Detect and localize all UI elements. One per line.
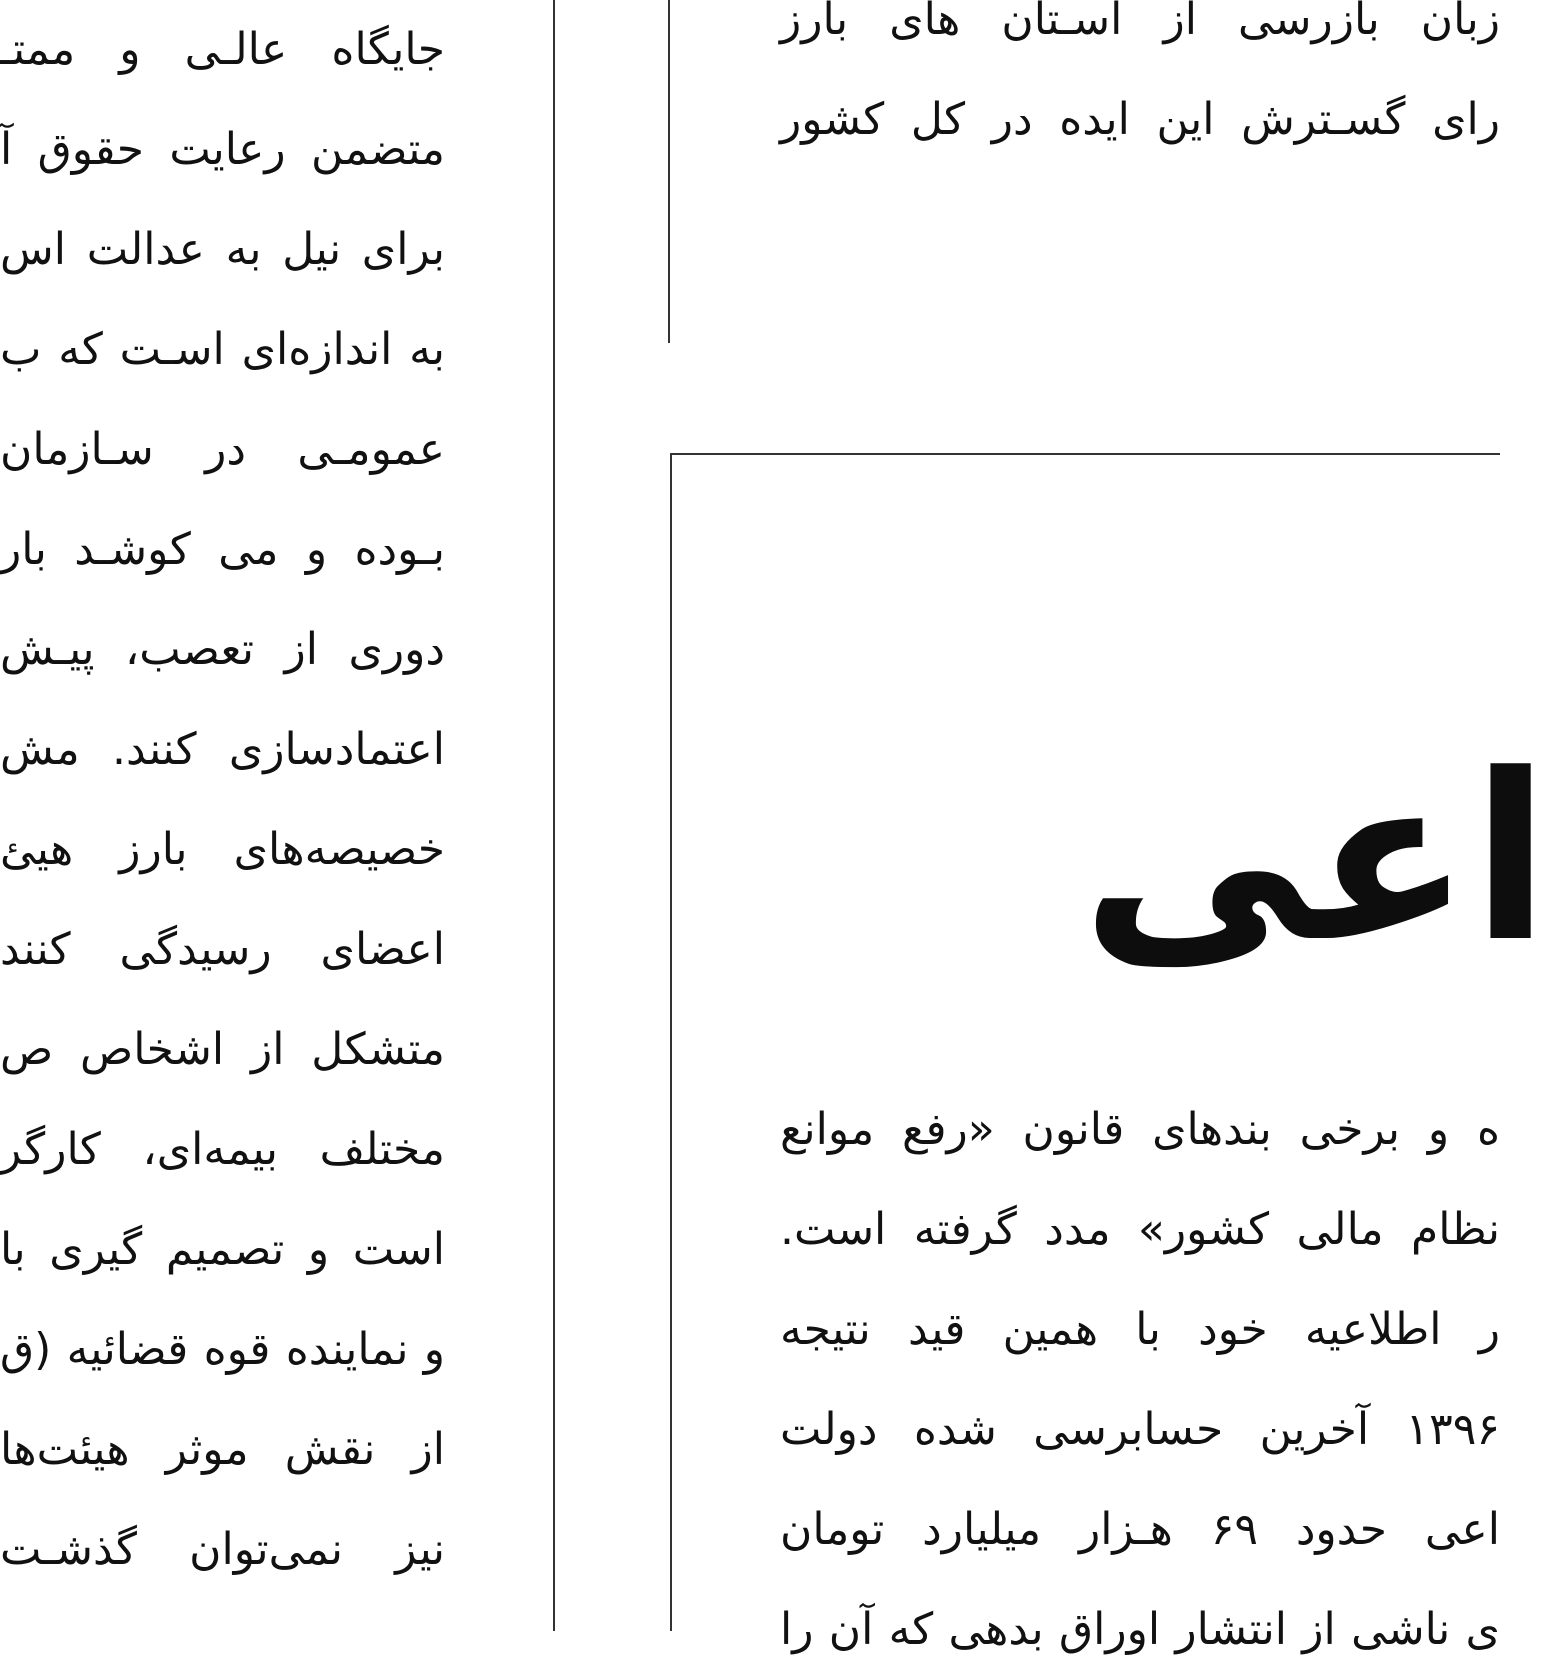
left-line: اعضای رسیدگی کنند <box>0 924 445 975</box>
left-text-column <box>0 0 445 1631</box>
left-line: بـوده و می کوشـد بار <box>0 524 445 575</box>
left-line: متضمن رعایت حقوق آ <box>0 124 445 175</box>
left-line: خصیصه‌های بارز هیئ <box>0 824 445 875</box>
headline: اعی <box>1081 726 1550 993</box>
article-line: ی ناشی از انتشار اوراق بدهی که آن را <box>780 1604 1500 1655</box>
article-text-column <box>780 1080 1500 1655</box>
left-line: نیز نمی‌توان گذشـت <box>0 1524 445 1575</box>
top-right-text <box>780 0 1500 145</box>
left-line: است و تصمیم گیری با <box>0 1224 445 1275</box>
column-divider <box>553 0 555 1631</box>
left-line: از نقش موثر هیئت‌ها <box>0 1424 445 1475</box>
article-line: ر اطلاعیه خود با همین قید نتیجه <box>780 1304 1500 1355</box>
left-line: اعتمادسازی کنند. مش <box>0 724 445 775</box>
left-line: عمومـی در سـازمان <box>0 424 445 475</box>
left-line: مختلف بیمه‌ای، کارگر <box>0 1124 445 1175</box>
left-line: جایگاه عالـی و ممتـ <box>0 24 445 75</box>
article-line: اعی حدود ۶۹ هـزار میلیارد تومان <box>780 1504 1500 1555</box>
article-line: نظام مالی کشور» مدد گرفته است. <box>780 1204 1500 1255</box>
top-line: رای گسـترش این ایده در کل کشور <box>780 94 1500 145</box>
left-line: به اندازه‌ای اسـت که ب <box>0 324 445 375</box>
article-line: ه و برخی بندهای قانون «رفع موانع <box>780 1104 1500 1155</box>
article-box-left-border <box>670 453 672 1631</box>
article-box-top-border <box>670 453 1500 455</box>
top-box-border <box>668 0 670 343</box>
left-line: برای نیل به عدالت اس <box>0 224 445 275</box>
left-line: و نماینده قوه قضائیه (ق <box>0 1324 445 1375</box>
left-line: دوری از تعصب، پیـش <box>0 624 445 675</box>
left-line: متشکل از اشخاص ص <box>0 1024 445 1075</box>
article-line: ۱۳۹۶ آخرین حسابرسی شده دولت <box>780 1404 1500 1455</box>
top-line: زبان بازرسی از اسـتان های بارز <box>780 0 1500 45</box>
